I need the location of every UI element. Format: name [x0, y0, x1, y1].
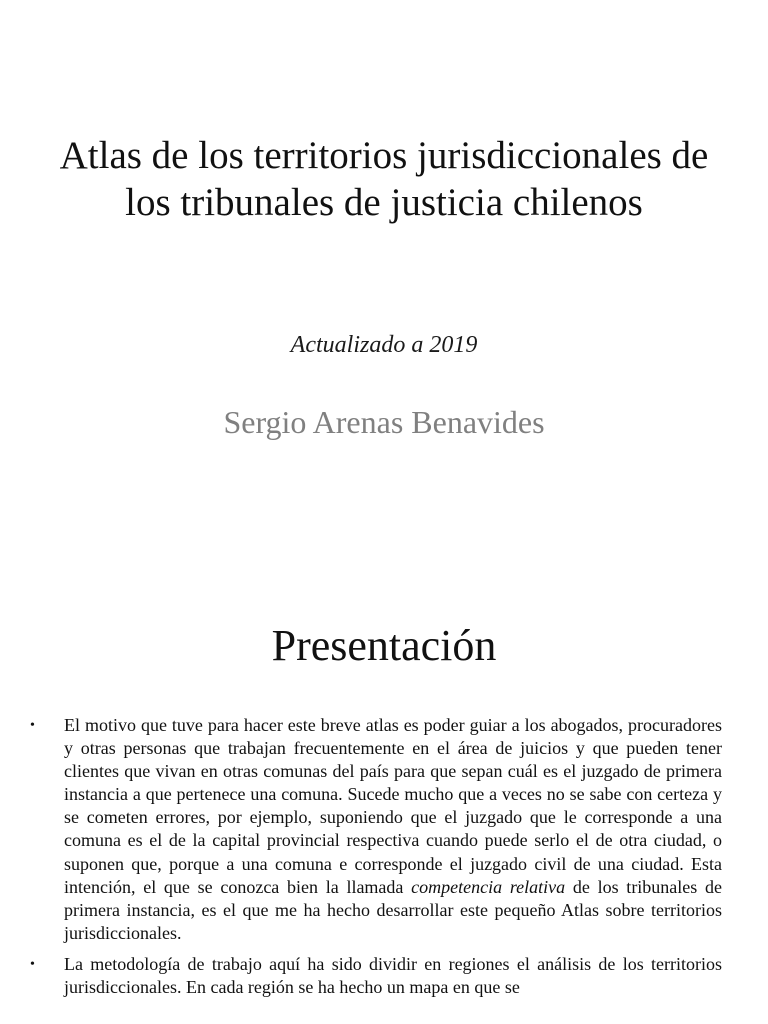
paragraph-text: El motivo que tuve para hacer este breve atlas es poder guiar a los abogados, procuradores y otras personas que trabajan frecuentemente en el área de juicios y que pueden tener clientes que vivan en otras comunas del país para que sepan cuál es el juzgado de primera instancia a que pertenece una comuna. Sucede mucho que a veces no se sabe con certeza y se cometen errores, por ejemplo, suponiendo que el juzgado que le corresponde a una comuna es el de la capital provincial respectiva cuando puede serlo el de otra ciudad, o suponen que, porque a una comuna e corresponde el juzgado civil de una ciudad. Esta intención, el que se conozca bien la llamada [64, 715, 722, 897]
paragraph-text: de los tribunales de primera instancia, es el que me ha hecho desarrollar este pequeño Atlas sobre territorios jurisdiccionales. [64, 876, 723, 943]
bullet-icon: • [30, 956, 35, 972]
section-heading: Presentación [271, 621, 497, 670]
emphasized-term: competencia relativa [411, 876, 573, 897]
list-item [30, 953, 722, 999]
list-item [30, 714, 722, 945]
paragraph-text: La metodología de trabajo aquí ha sido dividir en regiones el análisis de los territorios jurisdiccionales. En cada región se ha hecho un mapa en que se [64, 953, 722, 998]
bullet-icon: • [30, 718, 35, 733]
document-author: Sergio Arenas Benavides [223, 404, 545, 440]
presentation-slide [0, 600, 768, 1024]
document-subtitle: Actualizado a 2019 [290, 332, 478, 358]
document-title: Atlas de los territorios jurisdiccionales de los tribunales de justicia chilenos [59, 134, 709, 224]
bullet-list [30, 714, 722, 1007]
